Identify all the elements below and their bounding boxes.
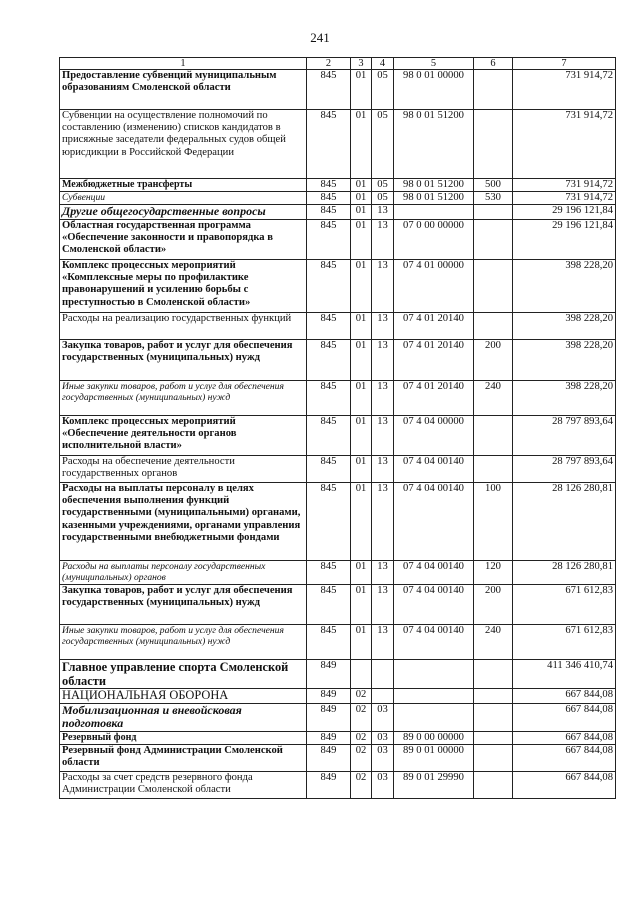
row-amount: 29 196 121,84 — [513, 205, 616, 220]
row-name: Резервный фонд Администрации Смоленской области — [60, 744, 307, 771]
table-row — [60, 179, 616, 192]
row-expense-type — [474, 260, 513, 313]
row-section-code: 01 — [351, 340, 372, 381]
row-expense-type: 500 — [474, 179, 513, 192]
row-subsection-code: 03 — [372, 731, 394, 744]
row-target-code: 98 0 01 51200 — [394, 179, 474, 192]
row-expense-type — [474, 70, 513, 110]
row-amount: 411 346 410,74 — [513, 660, 616, 689]
row-name: Главное управление спорта Смоленской области — [60, 660, 307, 689]
table-header-row — [60, 58, 616, 70]
row-name: Расходы на выплаты персоналу в целях обеспечения выполнения функций государственными (муниципальными) органами, казенными учреждениями, органами управления государственными внебюджетными фондами — [60, 483, 307, 561]
table-row — [60, 744, 616, 771]
row-section-code: 02 — [351, 744, 372, 771]
row-admin-code: 845 — [307, 205, 351, 220]
row-target-code: 07 4 01 00000 — [394, 260, 474, 313]
row-admin-code: 845 — [307, 625, 351, 660]
row-subsection-code: 03 — [372, 703, 394, 731]
row-amount: 671 612,83 — [513, 625, 616, 660]
row-subsection-code: 13 — [372, 483, 394, 561]
row-subsection-code: 13 — [372, 260, 394, 313]
row-target-code — [394, 660, 474, 689]
row-subsection-code: 03 — [372, 744, 394, 771]
column-header: 6 — [474, 58, 513, 70]
row-target-code: 07 4 01 20140 — [394, 381, 474, 416]
table-row — [60, 703, 616, 731]
row-expense-type — [474, 110, 513, 179]
row-amount: 28 126 280,81 — [513, 561, 616, 585]
row-name: Иные закупки товаров, работ и услуг для обеспечения государственных (муниципальных) нужд — [60, 625, 307, 660]
row-target-code — [394, 205, 474, 220]
row-admin-code: 845 — [307, 381, 351, 416]
row-name: НАЦИОНАЛЬНАЯ ОБОРОНА — [60, 689, 307, 704]
row-target-code: 07 4 04 00140 — [394, 625, 474, 660]
row-name: Расходы на обеспечение деятельности государственных органов — [60, 456, 307, 483]
table-row — [60, 381, 616, 416]
table-row — [60, 220, 616, 260]
row-expense-type — [474, 771, 513, 798]
row-subsection-code: 03 — [372, 771, 394, 798]
row-admin-code: 845 — [307, 456, 351, 483]
row-target-code: 07 4 04 00140 — [394, 456, 474, 483]
row-admin-code: 849 — [307, 660, 351, 689]
row-expense-type — [474, 731, 513, 744]
row-section-code: 01 — [351, 192, 372, 205]
row-target-code: 07 4 01 20140 — [394, 313, 474, 340]
row-section-code: 02 — [351, 703, 372, 731]
row-section-code: 01 — [351, 483, 372, 561]
row-admin-code: 849 — [307, 703, 351, 731]
row-admin-code: 845 — [307, 561, 351, 585]
row-name: Закупка товаров, работ и услуг для обеспечения государственных (муниципальных) нужд — [60, 340, 307, 381]
row-section-code: 02 — [351, 731, 372, 744]
row-name: Мобилизационная и вневойсковая подготовка — [60, 703, 307, 731]
row-amount: 667 844,08 — [513, 703, 616, 731]
row-subsection-code: 13 — [372, 456, 394, 483]
row-subsection-code: 13 — [372, 625, 394, 660]
column-header: 4 — [372, 58, 394, 70]
row-name: Расходы на выплаты персоналу государственных (муниципальных) органов — [60, 561, 307, 585]
row-subsection-code: 05 — [372, 179, 394, 192]
row-admin-code: 845 — [307, 110, 351, 179]
column-header: 3 — [351, 58, 372, 70]
row-section-code: 01 — [351, 260, 372, 313]
row-admin-code: 845 — [307, 313, 351, 340]
row-expense-type — [474, 416, 513, 456]
row-target-code: 07 4 04 00140 — [394, 585, 474, 625]
row-name: Закупка товаров, работ и услуг для обеспечения государственных (муниципальных) нужд — [60, 585, 307, 625]
table-row — [60, 689, 616, 704]
row-target-code — [394, 703, 474, 731]
column-header: 1 — [60, 58, 307, 70]
column-header: 7 — [513, 58, 616, 70]
row-subsection-code: 13 — [372, 340, 394, 381]
row-amount: 398 228,20 — [513, 381, 616, 416]
row-subsection-code: 13 — [372, 381, 394, 416]
row-admin-code: 845 — [307, 260, 351, 313]
table-row — [60, 313, 616, 340]
row-target-code: 07 0 00 00000 — [394, 220, 474, 260]
row-expense-type — [474, 744, 513, 771]
row-target-code: 89 0 01 29990 — [394, 771, 474, 798]
row-subsection-code — [372, 689, 394, 704]
table-row — [60, 731, 616, 744]
row-amount: 731 914,72 — [513, 70, 616, 110]
column-header: 5 — [394, 58, 474, 70]
table-row — [60, 205, 616, 220]
table-row — [60, 416, 616, 456]
row-admin-code: 849 — [307, 689, 351, 704]
row-subsection-code: 13 — [372, 205, 394, 220]
row-admin-code: 849 — [307, 731, 351, 744]
row-target-code: 89 0 00 00000 — [394, 731, 474, 744]
row-subsection-code: 13 — [372, 561, 394, 585]
row-expense-type — [474, 313, 513, 340]
row-admin-code: 849 — [307, 771, 351, 798]
row-name: Расходы на реализацию государственных функций — [60, 313, 307, 340]
row-section-code: 01 — [351, 625, 372, 660]
row-amount: 28 797 893,64 — [513, 416, 616, 456]
budget-table — [59, 57, 616, 799]
row-name: Субвенции на осуществление полномочий по составлению (изменению) списков кандидатов в присяжные заседатели федеральных судов общей юрисдикции в Российской Федерации — [60, 110, 307, 179]
table-row — [60, 340, 616, 381]
row-amount: 28 797 893,64 — [513, 456, 616, 483]
row-expense-type: 240 — [474, 625, 513, 660]
row-amount: 731 914,72 — [513, 192, 616, 205]
row-name: Межбюджетные трансферты — [60, 179, 307, 192]
row-amount: 398 228,20 — [513, 260, 616, 313]
row-amount: 667 844,08 — [513, 689, 616, 704]
row-target-code: 07 4 04 00140 — [394, 483, 474, 561]
row-expense-type — [474, 703, 513, 731]
row-amount: 667 844,08 — [513, 744, 616, 771]
row-section-code: 01 — [351, 456, 372, 483]
row-target-code: 98 0 01 51200 — [394, 192, 474, 205]
row-admin-code: 845 — [307, 585, 351, 625]
row-name: Другие общегосударственные вопросы — [60, 205, 307, 220]
row-admin-code: 845 — [307, 220, 351, 260]
row-subsection-code: 13 — [372, 220, 394, 260]
row-admin-code: 845 — [307, 340, 351, 381]
row-subsection-code: 13 — [372, 585, 394, 625]
row-amount: 667 844,08 — [513, 731, 616, 744]
row-expense-type: 200 — [474, 340, 513, 381]
row-section-code: 01 — [351, 179, 372, 192]
row-expense-type: 100 — [474, 483, 513, 561]
row-subsection-code: 05 — [372, 192, 394, 205]
row-expense-type — [474, 689, 513, 704]
row-target-code: 98 0 01 51200 — [394, 110, 474, 179]
row-amount: 731 914,72 — [513, 179, 616, 192]
row-section-code: 01 — [351, 220, 372, 260]
row-section-code: 01 — [351, 70, 372, 110]
row-amount: 731 914,72 — [513, 110, 616, 179]
row-section-code: 01 — [351, 561, 372, 585]
row-name: Комплекс процессных мероприятий «Комплексные меры по профилактике правонарушений и усилению борьбы с преступностью в Смоленской области» — [60, 260, 307, 313]
row-section-code: 01 — [351, 205, 372, 220]
row-admin-code: 845 — [307, 192, 351, 205]
row-section-code: 01 — [351, 110, 372, 179]
row-target-code — [394, 689, 474, 704]
table-row — [60, 70, 616, 110]
row-amount: 29 196 121,84 — [513, 220, 616, 260]
table-row — [60, 192, 616, 205]
row-amount: 671 612,83 — [513, 585, 616, 625]
table-row — [60, 561, 616, 585]
table-row — [60, 456, 616, 483]
table-row — [60, 110, 616, 179]
row-expense-type — [474, 456, 513, 483]
row-name: Предоставление субвенций муниципальным образованиям Смоленской области — [60, 70, 307, 110]
row-expense-type: 530 — [474, 192, 513, 205]
row-amount: 28 126 280,81 — [513, 483, 616, 561]
page-number: 241 — [310, 30, 330, 45]
row-section-code: 02 — [351, 771, 372, 798]
row-subsection-code: 05 — [372, 70, 394, 110]
row-section-code: 01 — [351, 381, 372, 416]
row-subsection-code — [372, 660, 394, 689]
row-admin-code: 845 — [307, 70, 351, 110]
row-admin-code: 845 — [307, 483, 351, 561]
row-expense-type: 240 — [474, 381, 513, 416]
row-subsection-code: 05 — [372, 110, 394, 179]
row-amount: 667 844,08 — [513, 771, 616, 798]
row-expense-type — [474, 205, 513, 220]
row-amount: 398 228,20 — [513, 340, 616, 381]
row-section-code: 01 — [351, 416, 372, 456]
table-row — [60, 771, 616, 798]
row-target-code: 07 4 04 00000 — [394, 416, 474, 456]
row-admin-code: 845 — [307, 179, 351, 192]
row-amount: 398 228,20 — [513, 313, 616, 340]
row-expense-type — [474, 220, 513, 260]
row-subsection-code: 13 — [372, 313, 394, 340]
row-name: Субвенции — [60, 192, 307, 205]
table-row — [60, 585, 616, 625]
row-name: Областная государственная программа «Обеспечение законности и правопорядка в Смоленской области» — [60, 220, 307, 260]
row-target-code: 89 0 01 00000 — [394, 744, 474, 771]
table-row — [60, 660, 616, 689]
row-admin-code: 845 — [307, 416, 351, 456]
table-row — [60, 625, 616, 660]
row-section-code: 01 — [351, 585, 372, 625]
row-section-code: 01 — [351, 313, 372, 340]
table-row — [60, 260, 616, 313]
row-target-code: 07 4 04 00140 — [394, 561, 474, 585]
row-section-code — [351, 660, 372, 689]
table-row — [60, 483, 616, 561]
row-admin-code: 849 — [307, 744, 351, 771]
row-expense-type — [474, 660, 513, 689]
row-target-code: 07 4 01 20140 — [394, 340, 474, 381]
row-name: Резервный фонд — [60, 731, 307, 744]
column-header: 2 — [307, 58, 351, 70]
row-subsection-code: 13 — [372, 416, 394, 456]
row-expense-type: 120 — [474, 561, 513, 585]
row-name: Расходы за счет средств резервного фонда Администрации Смоленской области — [60, 771, 307, 798]
row-name: Иные закупки товаров, работ и услуг для обеспечения государственных (муниципальных) нужд — [60, 381, 307, 416]
row-section-code: 02 — [351, 689, 372, 704]
row-name: Комплекс процессных мероприятий «Обеспечение деятельности органов исполнительной власти» — [60, 416, 307, 456]
row-expense-type: 200 — [474, 585, 513, 625]
row-target-code: 98 0 01 00000 — [394, 70, 474, 110]
